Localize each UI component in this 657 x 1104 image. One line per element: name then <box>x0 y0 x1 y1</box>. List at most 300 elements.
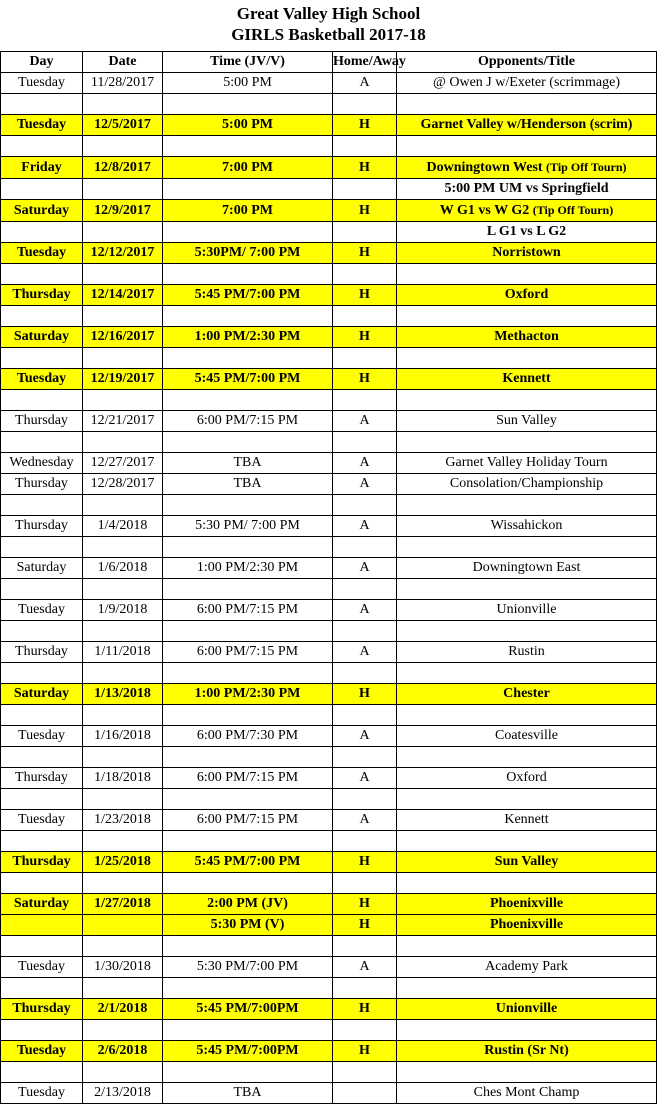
cell-home-away <box>333 136 397 157</box>
cell-home-away <box>333 831 397 852</box>
spacer-row <box>1 831 657 852</box>
cell-time: TBA <box>163 453 333 474</box>
cell-time: 7:00 PM <box>163 200 333 222</box>
cell-day: Tuesday <box>1 957 83 978</box>
cell-home-away: A <box>333 726 397 747</box>
cell-opponent <box>397 157 657 179</box>
cell-opponent <box>397 705 657 726</box>
table-row <box>1 179 657 200</box>
cell-day: Thursday <box>1 285 83 306</box>
cell-time <box>163 789 333 810</box>
school-name: Great Valley High School <box>236 4 421 23</box>
cell-opponent <box>397 243 657 264</box>
cell-home-away <box>333 579 397 600</box>
cell-day: Thursday <box>1 999 83 1020</box>
cell-home-away: H <box>333 1041 397 1062</box>
cell-day <box>1 432 83 453</box>
cell-opponent <box>397 115 657 136</box>
cell-date <box>83 936 163 957</box>
cell-home-away <box>333 936 397 957</box>
opponent-text: Methacton <box>494 329 559 344</box>
cell-time: 6:00 PM/7:15 PM <box>163 810 333 831</box>
opponent-text: Sun Valley <box>496 413 557 428</box>
cell-home-away: H <box>333 894 397 915</box>
cell-opponent <box>397 558 657 579</box>
cell-home-away: H <box>333 999 397 1020</box>
cell-day: Tuesday <box>1 726 83 747</box>
opponent-text: Phoenixville <box>489 896 564 911</box>
header-row <box>1 52 657 73</box>
cell-time: 1:00 PM/2:30 PM <box>163 684 333 705</box>
table-row <box>1 243 657 264</box>
cell-day: Thursday <box>1 411 83 432</box>
cell-home-away: A <box>333 558 397 579</box>
cell-date: 1/27/2018 <box>83 894 163 915</box>
cell-day <box>1 264 83 285</box>
cell-home-away <box>333 1062 397 1083</box>
table-row <box>1 894 657 915</box>
cell-day <box>1 222 83 243</box>
table-row <box>1 999 657 1020</box>
cell-home-away: A <box>333 957 397 978</box>
cell-date <box>83 390 163 411</box>
table-row <box>1 726 657 747</box>
cell-day <box>1 495 83 516</box>
cell-home-away <box>333 94 397 115</box>
cell-date: 1/4/2018 <box>83 516 163 537</box>
cell-time <box>163 306 333 327</box>
cell-date: 1/25/2018 <box>83 852 163 873</box>
cell-home-away <box>333 705 397 726</box>
cell-day: Thursday <box>1 852 83 873</box>
cell-home-away: H <box>333 157 397 179</box>
opponent-text: L G1 vs L G2 <box>486 224 567 239</box>
cell-day: Thursday <box>1 642 83 663</box>
cell-opponent <box>397 789 657 810</box>
cell-day: Saturday <box>1 894 83 915</box>
cell-opponent <box>397 852 657 873</box>
cell-opponent <box>397 684 657 705</box>
cell-day: Tuesday <box>1 810 83 831</box>
cell-opponent <box>397 306 657 327</box>
cell-date: 12/27/2017 <box>83 453 163 474</box>
schedule-title <box>0 0 657 47</box>
opponent-text: Unionville <box>495 1001 558 1016</box>
table-row <box>1 200 657 222</box>
cell-time: 5:45 PM/7:00PM <box>163 1041 333 1062</box>
cell-day: Saturday <box>1 684 83 705</box>
cell-time: 5:45 PM/7:00PM <box>163 999 333 1020</box>
cell-time: 1:00 PM/2:30 PM <box>163 558 333 579</box>
spacer-row <box>1 136 657 157</box>
cell-home-away: A <box>333 768 397 789</box>
cell-date: 12/16/2017 <box>83 327 163 348</box>
cell-date <box>83 831 163 852</box>
cell-date: 2/1/2018 <box>83 999 163 1020</box>
spacer-row <box>1 978 657 999</box>
cell-day <box>1 978 83 999</box>
cell-opponent <box>397 579 657 600</box>
spacer-row <box>1 579 657 600</box>
cell-home-away: A <box>333 73 397 94</box>
cell-time: 5:30PM/ 7:00 PM <box>163 243 333 264</box>
cell-date: 2/6/2018 <box>83 1041 163 1062</box>
cell-date <box>83 94 163 115</box>
cell-time <box>163 663 333 684</box>
cell-opponent <box>397 894 657 915</box>
cell-date: 1/18/2018 <box>83 768 163 789</box>
spacer-row <box>1 432 657 453</box>
cell-home-away: H <box>333 200 397 222</box>
cell-home-away: A <box>333 600 397 621</box>
cell-opponent <box>397 1083 657 1104</box>
table-row <box>1 285 657 306</box>
cell-date: 12/9/2017 <box>83 200 163 222</box>
cell-opponent <box>397 327 657 348</box>
cell-opponent <box>397 621 657 642</box>
cell-home-away: H <box>333 285 397 306</box>
opponent-text: Kennett <box>502 371 551 386</box>
cell-date: 1/11/2018 <box>83 642 163 663</box>
cell-home-away <box>333 390 397 411</box>
cell-time <box>163 537 333 558</box>
cell-day <box>1 1062 83 1083</box>
cell-opponent <box>397 1020 657 1041</box>
spacer-row <box>1 495 657 516</box>
cell-time <box>163 136 333 157</box>
cell-home-away <box>333 1083 397 1104</box>
cell-opponent <box>397 663 657 684</box>
cell-date: 1/23/2018 <box>83 810 163 831</box>
cell-day: Saturday <box>1 558 83 579</box>
cell-time <box>163 747 333 768</box>
spacer-row <box>1 1020 657 1041</box>
cell-home-away <box>333 789 397 810</box>
col-header-date: Date <box>83 52 163 73</box>
opponent-text: Academy Park <box>485 959 568 974</box>
cell-time <box>163 873 333 894</box>
table-row <box>1 558 657 579</box>
cell-day: Tuesday <box>1 115 83 136</box>
cell-time <box>163 348 333 369</box>
spacer-row <box>1 747 657 768</box>
cell-day: Tuesday <box>1 600 83 621</box>
cell-day <box>1 390 83 411</box>
cell-day <box>1 94 83 115</box>
cell-home-away: A <box>333 642 397 663</box>
cell-opponent <box>397 411 657 432</box>
cell-opponent <box>397 978 657 999</box>
cell-time <box>163 222 333 243</box>
cell-date: 1/6/2018 <box>83 558 163 579</box>
cell-opponent <box>397 94 657 115</box>
cell-home-away: H <box>333 852 397 873</box>
program-name: GIRLS Basketball 2017-18 <box>231 25 426 44</box>
cell-time: 2:00 PM (JV) <box>163 894 333 915</box>
cell-opponent <box>397 873 657 894</box>
spacer-row <box>1 537 657 558</box>
cell-date <box>83 432 163 453</box>
cell-day: Tuesday <box>1 73 83 94</box>
cell-date: 12/28/2017 <box>83 474 163 495</box>
table-row <box>1 684 657 705</box>
cell-day <box>1 831 83 852</box>
cell-home-away: A <box>333 810 397 831</box>
cell-time: TBA <box>163 1083 333 1104</box>
schedule-table <box>0 51 657 1104</box>
spacer-row <box>1 94 657 115</box>
schedule-body <box>1 73 657 1104</box>
cell-day: Saturday <box>1 200 83 222</box>
cell-home-away: A <box>333 474 397 495</box>
cell-opponent <box>397 200 657 222</box>
spacer-row <box>1 789 657 810</box>
cell-opponent <box>397 726 657 747</box>
cell-day: Tuesday <box>1 1083 83 1104</box>
opponent-text: Coatesville <box>495 728 558 743</box>
table-row <box>1 600 657 621</box>
cell-time: 5:00 PM <box>163 115 333 136</box>
cell-day <box>1 621 83 642</box>
cell-opponent <box>397 915 657 936</box>
opponent-text: Norristown <box>492 245 561 260</box>
cell-time: 5:30 PM/ 7:00 PM <box>163 516 333 537</box>
cell-day: Thursday <box>1 768 83 789</box>
cell-day <box>1 537 83 558</box>
opponent-text: Phoenixville <box>489 917 564 932</box>
cell-time: 1:00 PM/2:30 PM <box>163 327 333 348</box>
cell-opponent <box>397 453 657 474</box>
table-row <box>1 222 657 243</box>
cell-opponent <box>397 348 657 369</box>
cell-day <box>1 873 83 894</box>
cell-home-away: H <box>333 915 397 936</box>
cell-home-away: H <box>333 327 397 348</box>
cell-time: 5:30 PM/7:00 PM <box>163 957 333 978</box>
cell-day <box>1 579 83 600</box>
cell-opponent <box>397 390 657 411</box>
spacer-row <box>1 264 657 285</box>
opponent-text: Sun Valley <box>494 854 559 869</box>
opponent-text: Rustin <box>508 644 545 659</box>
cell-opponent <box>397 831 657 852</box>
spacer-row <box>1 705 657 726</box>
cell-time <box>163 390 333 411</box>
cell-date <box>83 705 163 726</box>
cell-time: 5:00 PM <box>163 73 333 94</box>
table-row <box>1 73 657 94</box>
table-row <box>1 369 657 390</box>
table-row <box>1 768 657 789</box>
cell-time: 5:45 PM/7:00 PM <box>163 285 333 306</box>
cell-home-away: H <box>333 115 397 136</box>
cell-time <box>163 831 333 852</box>
cell-date <box>83 621 163 642</box>
opponent-text: 5:00 PM UM vs Springfield <box>444 181 609 196</box>
cell-date: 12/5/2017 <box>83 115 163 136</box>
cell-home-away <box>333 432 397 453</box>
cell-day <box>1 663 83 684</box>
opponent-text: Chester <box>503 686 550 701</box>
table-row <box>1 810 657 831</box>
cell-day <box>1 747 83 768</box>
cell-time <box>163 1062 333 1083</box>
cell-time: 5:45 PM/7:00 PM <box>163 852 333 873</box>
cell-home-away <box>333 306 397 327</box>
opponent-text: Garnet Valley w/Henderson (scrim) <box>420 117 633 132</box>
opponent-text: Ches Mont Champ <box>473 1085 580 1100</box>
spacer-row <box>1 390 657 411</box>
cell-time <box>163 264 333 285</box>
cell-day <box>1 179 83 200</box>
cell-date: 2/13/2018 <box>83 1083 163 1104</box>
cell-home-away <box>333 747 397 768</box>
cell-opponent <box>397 1041 657 1062</box>
opponent-note: (Tip Off Tourn) <box>532 203 614 217</box>
cell-day: Friday <box>1 157 83 179</box>
cell-date <box>83 1062 163 1083</box>
cell-date: 1/16/2018 <box>83 726 163 747</box>
opponent-text: Wissahickon <box>490 518 563 533</box>
cell-date <box>83 579 163 600</box>
cell-date <box>83 136 163 157</box>
cell-home-away <box>333 621 397 642</box>
table-row <box>1 157 657 179</box>
opponent-text: Oxford <box>504 287 549 302</box>
spacer-row <box>1 1062 657 1083</box>
cell-date <box>83 978 163 999</box>
cell-date: 1/30/2018 <box>83 957 163 978</box>
cell-opponent <box>397 474 657 495</box>
opponent-text: Rustin (Sr Nt) <box>484 1043 569 1058</box>
col-header-opponent: Opponents/Title <box>397 52 657 73</box>
cell-date <box>83 495 163 516</box>
cell-home-away <box>333 348 397 369</box>
cell-opponent <box>397 516 657 537</box>
spacer-row <box>1 306 657 327</box>
cell-day <box>1 915 83 936</box>
spacer-row <box>1 348 657 369</box>
cell-time <box>163 1020 333 1041</box>
cell-day <box>1 1020 83 1041</box>
cell-opponent <box>397 285 657 306</box>
cell-home-away <box>333 264 397 285</box>
cell-time <box>163 432 333 453</box>
cell-day <box>1 306 83 327</box>
cell-time: TBA <box>163 474 333 495</box>
cell-time: 6:00 PM/7:15 PM <box>163 768 333 789</box>
cell-home-away <box>333 663 397 684</box>
cell-time: 5:45 PM/7:00 PM <box>163 369 333 390</box>
cell-home-away <box>333 873 397 894</box>
opponent-text: Downingtown East <box>472 560 581 575</box>
cell-home-away: A <box>333 411 397 432</box>
cell-home-away: H <box>333 684 397 705</box>
cell-time <box>163 94 333 115</box>
cell-home-away: H <box>333 369 397 390</box>
cell-time: 6:00 PM/7:15 PM <box>163 600 333 621</box>
cell-time <box>163 936 333 957</box>
cell-opponent <box>397 936 657 957</box>
cell-home-away <box>333 978 397 999</box>
spacer-row <box>1 873 657 894</box>
cell-opponent <box>397 537 657 558</box>
opponent-text: @ Owen J w/Exeter (scrimmage) <box>432 75 621 90</box>
cell-time: 7:00 PM <box>163 157 333 179</box>
cell-day: Thursday <box>1 474 83 495</box>
cell-date <box>83 663 163 684</box>
table-row <box>1 411 657 432</box>
cell-home-away: A <box>333 453 397 474</box>
table-row <box>1 516 657 537</box>
cell-day: Wednesday <box>1 453 83 474</box>
cell-date <box>83 789 163 810</box>
cell-day: Tuesday <box>1 1041 83 1062</box>
cell-day: Tuesday <box>1 243 83 264</box>
cell-time: 5:30 PM (V) <box>163 915 333 936</box>
cell-day: Thursday <box>1 516 83 537</box>
table-row <box>1 115 657 136</box>
opponent-text: Unionville <box>496 602 557 617</box>
opponent-text: W G1 vs W G2 <box>439 203 530 218</box>
cell-time <box>163 621 333 642</box>
cell-opponent <box>397 264 657 285</box>
cell-time <box>163 579 333 600</box>
cell-date <box>83 915 163 936</box>
spacer-row <box>1 663 657 684</box>
cell-home-away <box>333 179 397 200</box>
cell-date <box>83 537 163 558</box>
cell-time: 6:00 PM/7:15 PM <box>163 642 333 663</box>
table-row <box>1 915 657 936</box>
cell-home-away <box>333 495 397 516</box>
table-row <box>1 327 657 348</box>
cell-date <box>83 179 163 200</box>
opponent-text: Consolation/Championship <box>449 476 604 491</box>
cell-time <box>163 978 333 999</box>
cell-opponent <box>397 810 657 831</box>
cell-home-away: A <box>333 516 397 537</box>
cell-opponent <box>397 642 657 663</box>
cell-date <box>83 1020 163 1041</box>
cell-opponent <box>397 957 657 978</box>
cell-home-away <box>333 222 397 243</box>
cell-opponent <box>397 222 657 243</box>
spacer-row <box>1 621 657 642</box>
opponent-text: Garnet Valley Holiday Tourn <box>445 455 608 470</box>
cell-home-away <box>333 1020 397 1041</box>
cell-opponent <box>397 999 657 1020</box>
cell-time <box>163 495 333 516</box>
col-header-time: Time (JV/V) <box>163 52 333 73</box>
cell-date <box>83 306 163 327</box>
col-header-home-away: Home/Away <box>333 52 397 73</box>
cell-home-away <box>333 537 397 558</box>
cell-opponent <box>397 369 657 390</box>
table-row <box>1 1041 657 1062</box>
cell-opponent <box>397 768 657 789</box>
cell-opponent <box>397 1062 657 1083</box>
table-row <box>1 852 657 873</box>
cell-day <box>1 348 83 369</box>
table-row <box>1 474 657 495</box>
cell-date: 12/21/2017 <box>83 411 163 432</box>
opponent-text: Downingtown West <box>426 160 543 175</box>
table-row <box>1 453 657 474</box>
cell-opponent <box>397 136 657 157</box>
table-row <box>1 957 657 978</box>
cell-date: 12/14/2017 <box>83 285 163 306</box>
